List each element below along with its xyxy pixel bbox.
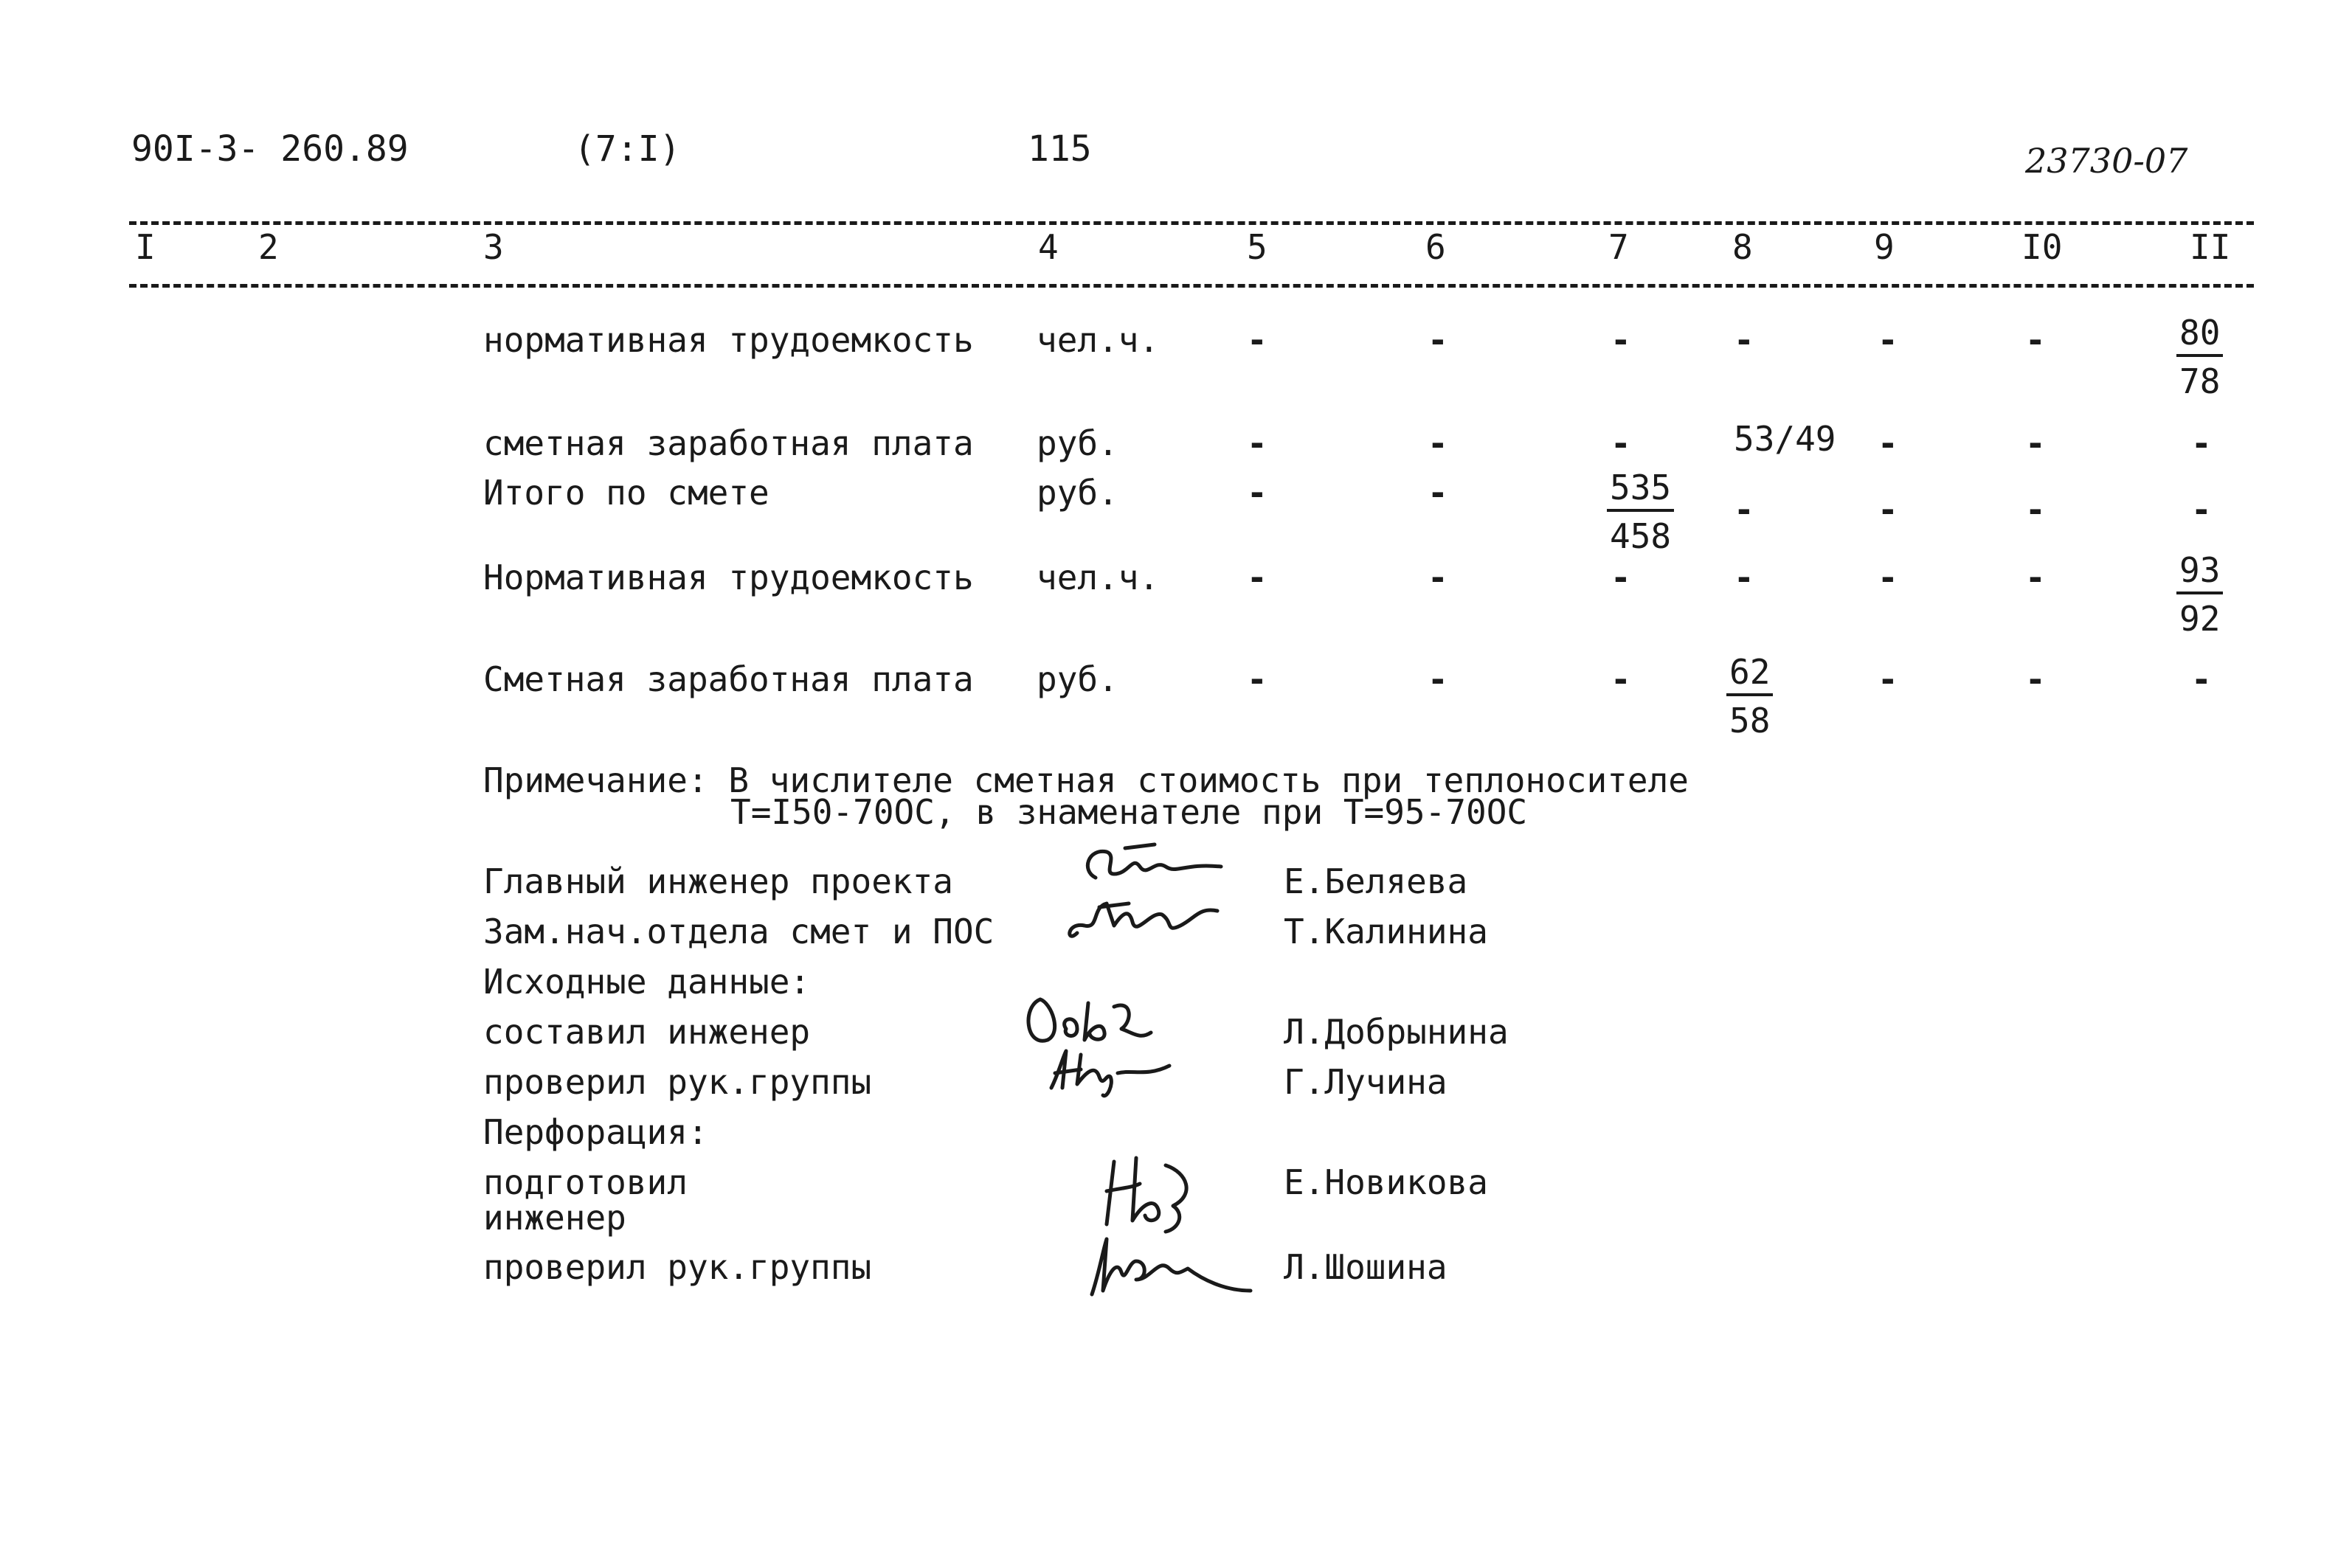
row-1-col7: - bbox=[1611, 320, 1631, 360]
signoff-name-compiled-by: Л.Добрынина bbox=[1284, 1012, 1509, 1052]
row-1-col11-denominator: 78 bbox=[2179, 361, 2221, 401]
row-1-col6: - bbox=[1428, 320, 1448, 360]
column-header-8: 8 bbox=[1732, 227, 1753, 267]
row-2-col6: - bbox=[1428, 423, 1448, 463]
row-3-name: Итого по смете bbox=[483, 473, 769, 513]
row-2-col9: - bbox=[1878, 423, 1898, 463]
row-5-unit: руб. bbox=[1037, 659, 1118, 699]
row-1-col5: - bbox=[1247, 320, 1267, 360]
row-5-col8-numerator: 62 bbox=[1726, 655, 1773, 696]
column-header-9: 9 bbox=[1874, 227, 1895, 267]
row-3-col6: - bbox=[1428, 473, 1448, 513]
signoff-role-checked-by-2: проверил рук.группы bbox=[483, 1247, 872, 1287]
row-5-col11: - bbox=[2191, 659, 2212, 699]
row-1-col10: - bbox=[2025, 320, 2046, 360]
signoff-section-source-data: Исходные данные: bbox=[483, 962, 811, 1002]
column-header-1: I bbox=[135, 227, 156, 267]
row-1-col11-fraction bbox=[2176, 313, 2223, 401]
row-4-col8: - bbox=[1734, 558, 1754, 597]
row-4-col9: - bbox=[1878, 558, 1898, 597]
row-4-col11-numerator: 93 bbox=[2176, 553, 2223, 594]
column-header-4: 4 bbox=[1038, 227, 1059, 267]
row-5-col8-denominator: 58 bbox=[1729, 701, 1771, 740]
row-1-col8: - bbox=[1734, 320, 1754, 360]
row-2-unit: руб. bbox=[1037, 423, 1118, 463]
column-header-10: I0 bbox=[2021, 227, 2063, 267]
row-1-unit: чел.ч. bbox=[1037, 320, 1160, 360]
page-number: 115 bbox=[1028, 128, 1092, 170]
row-4-name: Нормативная трудоемкость bbox=[483, 558, 974, 597]
row-4-unit: чел.ч. bbox=[1037, 558, 1160, 597]
row-1-name: нормативная трудоемкость bbox=[483, 320, 974, 360]
signature-deputy-head bbox=[1062, 892, 1225, 951]
document-code: 90I-3- 260.89 bbox=[131, 128, 409, 170]
signoff-name-prepared-by: Е.Новикова bbox=[1284, 1162, 1488, 1202]
row-3-col8: - bbox=[1734, 490, 1754, 530]
row-3-col7-denominator: 458 bbox=[1610, 516, 1672, 556]
row-3-col7-fraction bbox=[1607, 468, 1674, 556]
signoff-role-checked-by: проверил рук.группы bbox=[483, 1062, 872, 1102]
column-header-6: 6 bbox=[1425, 227, 1446, 267]
column-header-5: 5 bbox=[1247, 227, 1267, 267]
signature-checked-by bbox=[1037, 1044, 1177, 1103]
row-3-col10: - bbox=[2025, 490, 2046, 530]
row-2-col7: - bbox=[1611, 423, 1631, 463]
album-number: (7:I) bbox=[574, 128, 681, 170]
row-5-col10: - bbox=[2025, 659, 2046, 699]
signoff-role-prepared-by: подготовил bbox=[483, 1162, 688, 1202]
column-header-2: 2 bbox=[258, 227, 279, 267]
note-line-1: Примечание: В числителе сметная стоимость при теплоносителе bbox=[483, 760, 1689, 800]
column-header-11: II bbox=[2190, 227, 2231, 267]
note-line-2: Т=I50-70ОС, в знаменателе при Т=95-70ОС bbox=[730, 792, 1528, 832]
header-bottom-rule bbox=[129, 284, 2254, 288]
row-5-col6: - bbox=[1428, 659, 1448, 699]
signoff-name-chief-engineer: Е.Беляева bbox=[1284, 861, 1468, 901]
row-1-col9: - bbox=[1878, 320, 1898, 360]
row-3-col11: - bbox=[2191, 490, 2212, 530]
signoff-name-deputy-head: Т.Калинина bbox=[1284, 912, 1488, 951]
inventory-number: 23730-07 bbox=[2025, 141, 2188, 181]
row-5-name: Сметная заработная плата bbox=[483, 659, 974, 699]
signoff-role-prepared-by-title: инженер bbox=[483, 1198, 626, 1238]
signoff-name-checked-by: Г.Лучина bbox=[1284, 1062, 1447, 1102]
row-3-unit: руб. bbox=[1037, 473, 1118, 513]
row-4-col5: - bbox=[1247, 558, 1267, 597]
signature-checked-by-2 bbox=[1077, 1228, 1254, 1302]
row-2-name: сметная заработная плата bbox=[483, 423, 974, 463]
signoff-section-perforation: Перфорация: bbox=[483, 1112, 708, 1152]
row-5-col5: - bbox=[1247, 659, 1267, 699]
row-5-col8-fraction bbox=[1726, 652, 1773, 740]
signoff-name-checked-by-2: Л.Шошина bbox=[1284, 1247, 1447, 1287]
signature-prepared-by bbox=[1092, 1151, 1203, 1239]
row-2-col10: - bbox=[2025, 423, 2046, 463]
signoff-role-chief-engineer: Главный инженер проекта bbox=[483, 861, 953, 901]
row-4-col10: - bbox=[2025, 558, 2046, 597]
row-3-col9: - bbox=[1878, 490, 1898, 530]
row-5-col7: - bbox=[1611, 659, 1631, 699]
header-top-rule bbox=[129, 221, 2254, 225]
row-3-col5: - bbox=[1247, 473, 1267, 513]
row-2-col8: 53/49 bbox=[1734, 419, 1836, 459]
row-2-col5: - bbox=[1247, 423, 1267, 463]
row-4-col6: - bbox=[1428, 558, 1448, 597]
signature-chief-engineer bbox=[1073, 841, 1228, 892]
row-4-col11-denominator: 92 bbox=[2179, 599, 2221, 639]
signoff-role-compiled-by: составил инженер bbox=[483, 1012, 811, 1052]
row-4-col7: - bbox=[1611, 558, 1631, 597]
column-header-3: 3 bbox=[483, 227, 504, 267]
row-1-col11-numerator: 80 bbox=[2176, 316, 2223, 357]
row-3-col7-numerator: 535 bbox=[1607, 471, 1674, 512]
column-header-7: 7 bbox=[1608, 227, 1629, 267]
row-2-col11: - bbox=[2191, 423, 2212, 463]
row-5-col9: - bbox=[1878, 659, 1898, 699]
row-4-col11-fraction bbox=[2176, 550, 2223, 639]
signoff-role-deputy-head: Зам.нач.отдела смет и ПОС bbox=[483, 912, 995, 951]
